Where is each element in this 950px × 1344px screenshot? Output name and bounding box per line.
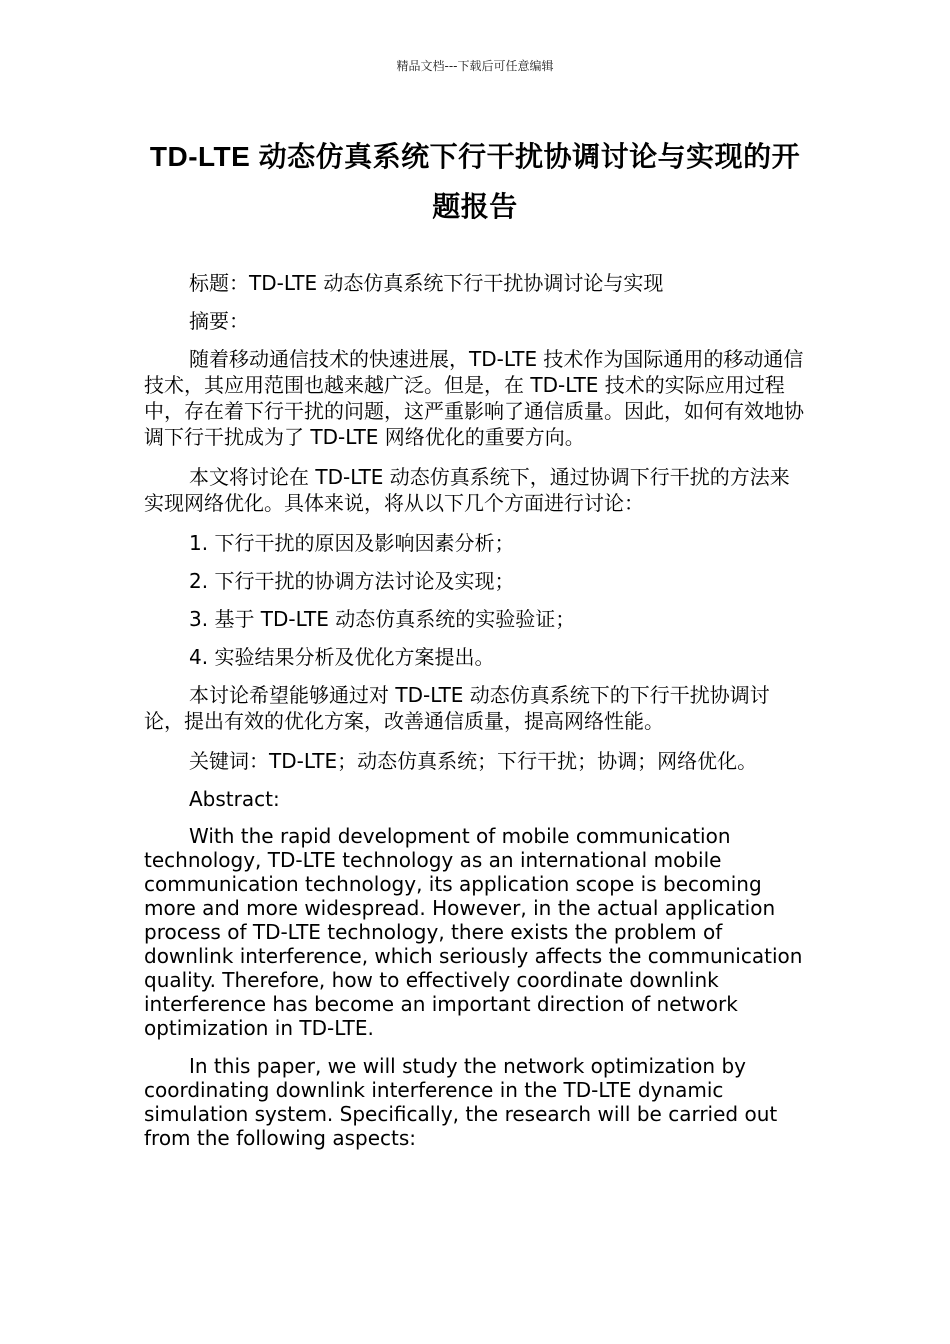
document-body [144,270,808,1164]
list-item-1: 1. 下行干扰的原因及影响因素分析； [189,531,515,555]
abstract-cn-label: 摘要： [189,309,249,333]
list-item-3: 3. 基于 TD-LTE 动态仿真系统的实验验证； [189,607,576,631]
paragraph-cn-2: 本文将讨论在 TD-LTE 动态仿真系统下，通过协调下行干扰的方法来实现网络优化。具体来说，将从以下几个方面进行讨论： [144,465,790,515]
list-item-2: 2. 下行干扰的协调方法讨论及实现； [189,569,515,593]
abstract-en-label: Abstract: [189,787,280,811]
paragraph-cn-1: 随着移动通信技术的快速进展，TD-LTE 技术作为国际通用的移动通信技术，其应用范围也越来越广泛。但是，在 TD-LTE 技术的实际应用过程中，存在着下行干扰的问题，这严重影响了通信质量。因此，如何有效地协调下行干扰成为了 TD-LTE 网络优化的重要方向。 [144,347,804,449]
paragraph-cn-3: 本讨论希望能够通过对 TD-LTE 动态仿真系统下的下行干扰协调讨论，提出有效的优化方案，改善通信质量，提高网络性能。 [144,683,770,733]
header-note: 精品文档---下载后可任意编辑 [396,59,554,73]
document-title: TD-LTE 动态仿真系统下行干扰协调讨论与实现的开题报告 [149,141,801,222]
title-line: 标题：TD-LTE 动态仿真系统下行干扰协调讨论与实现 [189,271,664,295]
list-item-4: 4. 实验结果分析及优化方案提出。 [189,645,495,669]
paragraph-en-2: In this paper, we will study the network optimization by coordinating downlink interference in the TD-LTE dynamic simulation system. Specifically, the research will be carried out from the following aspects: [144,1054,778,1150]
paragraph-en-1: With the rapid development of mobile communication technology, TD-LTE technology as an international mobile communication technology, its application scope is becoming more and more widespread. However, in the actual application process of TD-LTE technology, there exists the problem of downlink interference, which seriously affects the communication quality. Therefore, how to effectively coordinate downlink interference has become an important direction of network optimization in TD-LTE. [144,824,803,1040]
keywords-line: 关键词：TD-LTE；动态仿真系统；下行干扰；协调；网络优化。 [189,749,758,773]
